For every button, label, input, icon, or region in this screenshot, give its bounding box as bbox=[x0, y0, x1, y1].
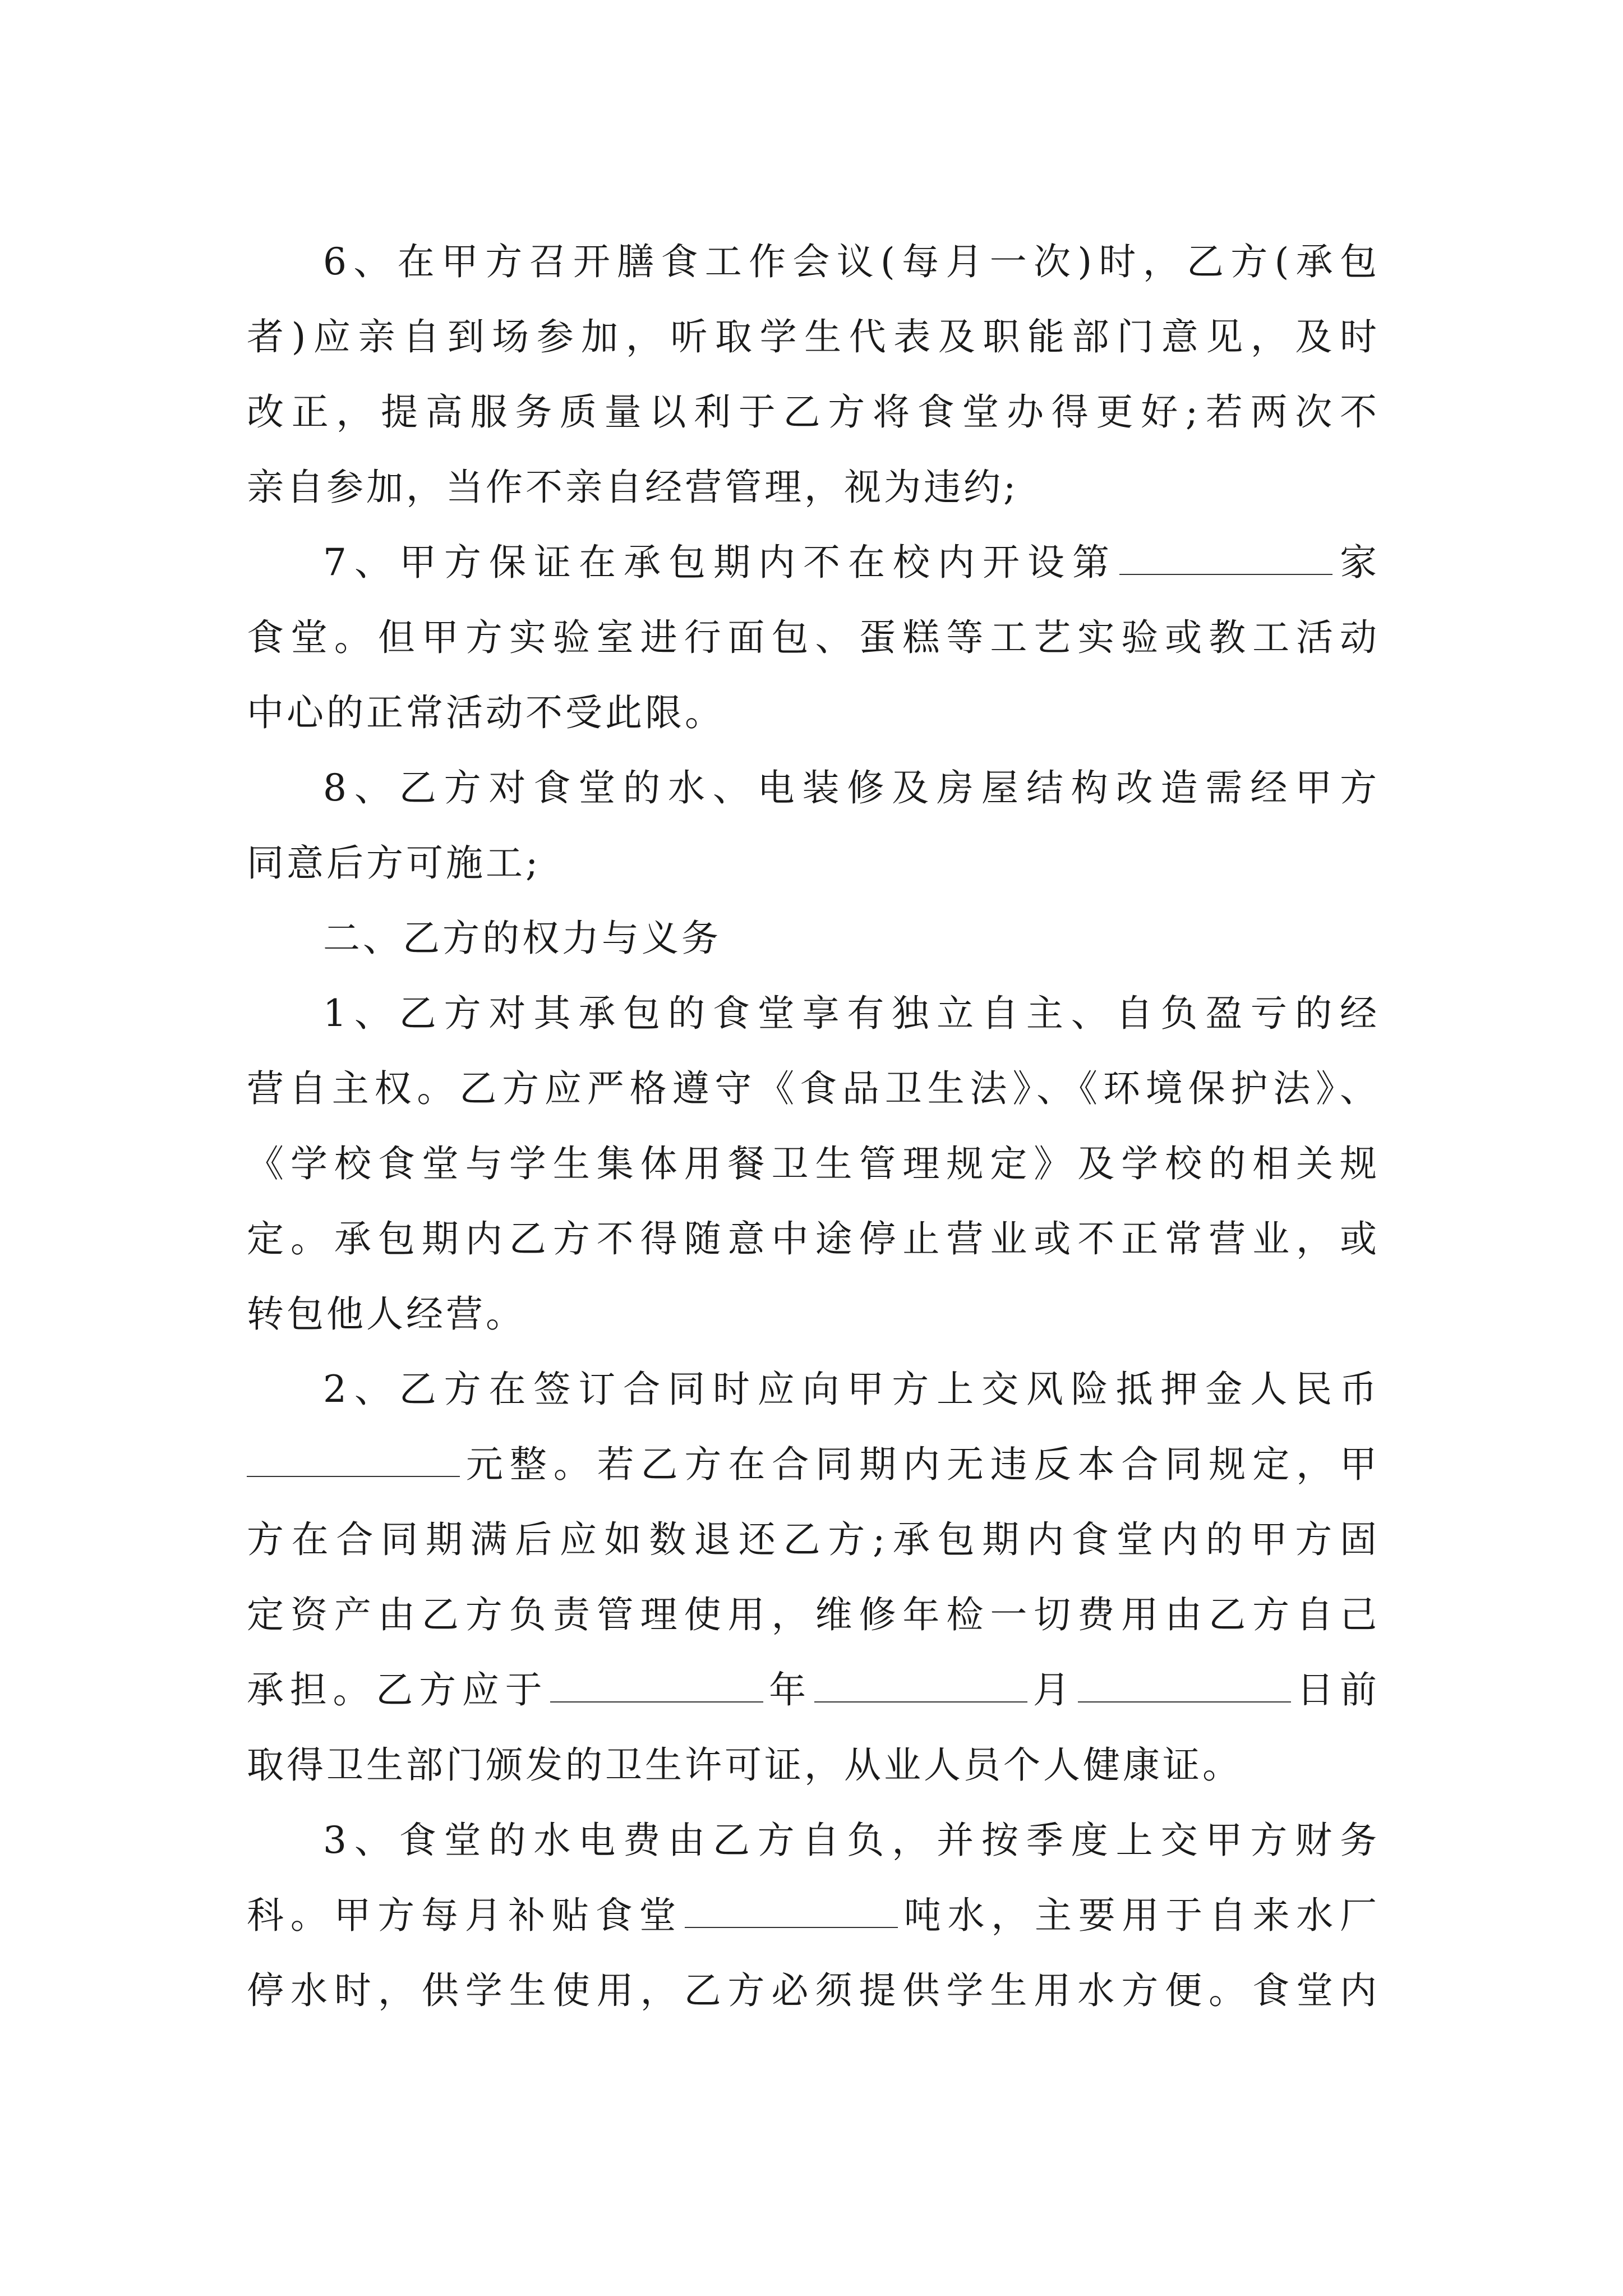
text-line: 者)应亲自到场参加，听取学生代表及职能部门意见，及时 bbox=[247, 315, 1380, 358]
text-line: 《学校食堂与学生集体用餐卫生管理规定》及学校的相关规 bbox=[247, 1142, 1380, 1185]
text-line: 取得卫生部门颁发的卫生许可证，从业人员个人健康证。 bbox=[247, 1743, 1242, 1787]
text-line: 6、在甲方召开膳食工作会议(每月一次)时，乙方(承包 bbox=[323, 240, 1380, 283]
text-segment: 家 bbox=[1335, 541, 1380, 584]
text-segment: 吨水，主要用于自来水厂 bbox=[900, 1894, 1380, 1937]
text-line bbox=[247, 525, 1380, 600]
text-line: 方在合同期满后应如数退还乙方;承包期内食堂内的甲方固 bbox=[247, 1518, 1380, 1561]
text-line bbox=[247, 1427, 1380, 1502]
text-line: 中心的正常活动不受此限。 bbox=[247, 691, 725, 734]
text-line: 1、乙方对其承包的食堂享有独立自主、自负盈亏的经 bbox=[323, 992, 1380, 1035]
fill-in-blank[interactable] bbox=[247, 1442, 460, 1477]
text-line: 亲自参加，当作不亲自经营管理，视为违约; bbox=[247, 466, 1019, 509]
text-line: 转包他人经营。 bbox=[247, 1292, 525, 1336]
fill-in-blank-year[interactable] bbox=[550, 1668, 763, 1703]
clause-7 bbox=[247, 525, 1380, 751]
text-line: 8、乙方对食堂的水、电装修及房屋结构改造需经甲方 bbox=[323, 766, 1380, 809]
text-line bbox=[247, 1878, 1380, 1953]
text-segment: 承担。乙方应于 bbox=[247, 1668, 548, 1711]
text-line: 定资产由乙方负责管理使用，维修年检一切费用由乙方自己 bbox=[247, 1593, 1380, 1636]
text-line: 2、乙方在签订合同时应向甲方上交风险抵押金人民币 bbox=[323, 1368, 1380, 1411]
text-segment: 月 bbox=[1029, 1668, 1076, 1711]
fill-in-blank[interactable] bbox=[685, 1893, 898, 1928]
clause-b3 bbox=[247, 1803, 1380, 2028]
text-line: 定。承包期内乙方不得随意中途停止营业或不正常营业，或 bbox=[247, 1217, 1380, 1260]
fill-in-blank-day[interactable] bbox=[1078, 1668, 1291, 1703]
text-line bbox=[247, 1653, 1380, 1728]
clause-b2 bbox=[247, 1352, 1380, 1803]
fill-in-blank-month[interactable] bbox=[814, 1668, 1027, 1703]
text-line: 停水时，供学生使用，乙方必须提供学生用水方便。食堂内 bbox=[247, 1969, 1380, 2012]
fill-in-blank[interactable] bbox=[1119, 540, 1332, 575]
section-heading-text: 二、乙方的权力与义务 bbox=[323, 917, 721, 960]
text-segment: 科。甲方每月补贴食堂 bbox=[247, 1894, 683, 1937]
clause-6 bbox=[247, 224, 1380, 525]
text-line: 改正，提高服务质量以利于乙方将食堂办得更好;若两次不 bbox=[247, 390, 1380, 434]
text-segment: 7、甲方保证在承包期内不在校内开设第 bbox=[323, 541, 1117, 584]
document-page bbox=[247, 224, 1380, 2028]
text-line: 营自主权。乙方应严格遵守《食品卫生法》、《环境保护法》、 bbox=[247, 1067, 1380, 1110]
clause-8 bbox=[247, 751, 1380, 901]
text-line: 3、食堂的水电费由乙方自负，并按季度上交甲方财务 bbox=[323, 1819, 1380, 1862]
text-line: 食堂。但甲方实验室进行面包、蛋糕等工艺实验或教工活动 bbox=[247, 616, 1380, 659]
text-segment: 日前 bbox=[1293, 1668, 1380, 1711]
text-line: 同意后方可施工; bbox=[247, 841, 541, 885]
clause-b1 bbox=[247, 976, 1380, 1352]
text-segment: 元整。若乙方在合同期内无违反本合同规定，甲 bbox=[462, 1443, 1380, 1486]
text-segment: 年 bbox=[766, 1668, 812, 1711]
section-heading bbox=[247, 901, 1380, 976]
